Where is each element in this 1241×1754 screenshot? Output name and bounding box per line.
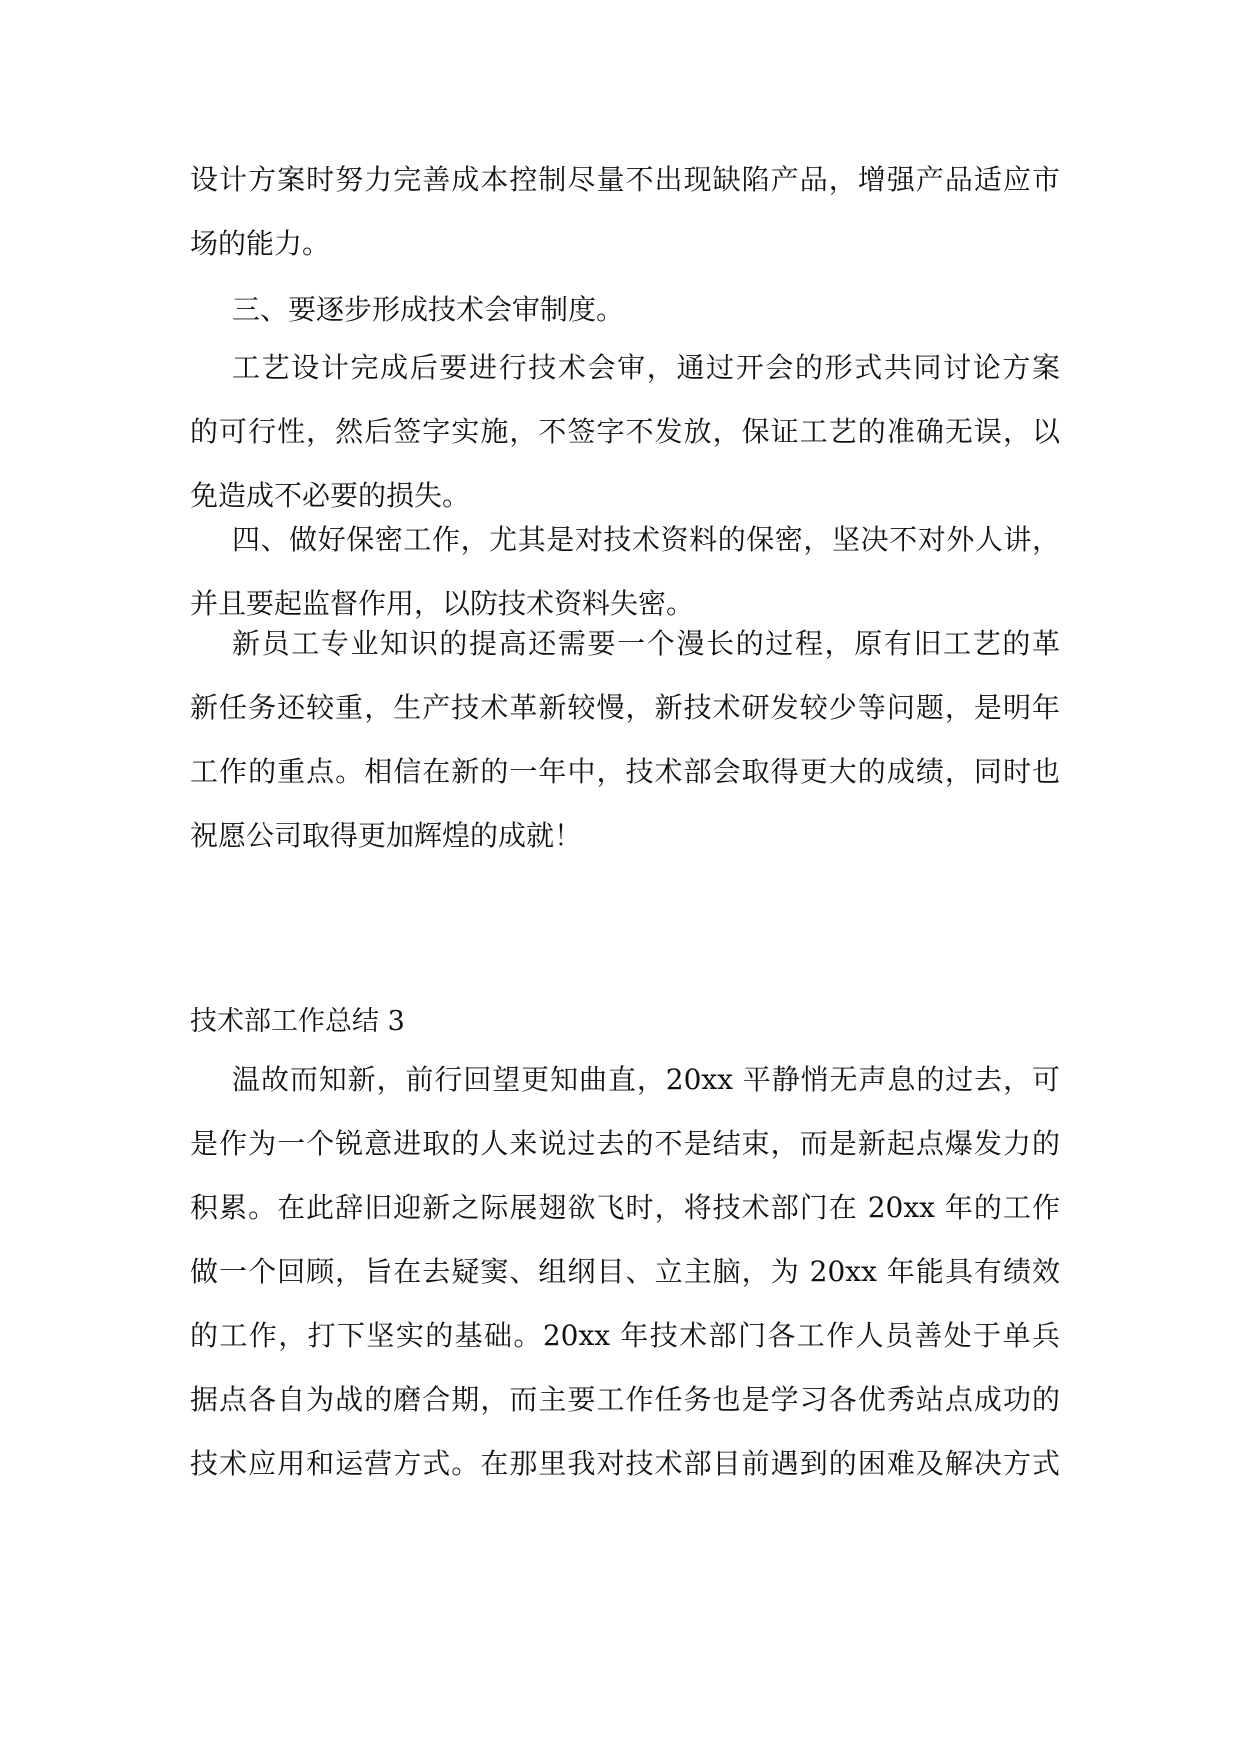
text-line: 并且要起监督作用，以防技术资料失密。 <box>190 587 695 620</box>
text-line: 三、要逐步形成技术会审制度。 <box>232 293 625 326</box>
text-line: 做一个回顾，旨在去疑窦、组纲目、立主脑，为 20xx 年能具有绩效 <box>190 1255 1060 1288</box>
text-line: 据点各自为战的磨合期，而主要工作任务也是学习各优秀站点成功的 <box>190 1383 1060 1416</box>
section-heading: 技术部工作总结 3 <box>190 1006 405 1037</box>
text-line: 的可行性，然后签字实施，不签字不发放，保证工艺的准确无误，以 <box>190 415 1060 448</box>
text-line: 免造成不必要的损失。 <box>190 479 471 512</box>
text-line: 四、做好保密工作，尤其是对技术资料的保密，坚决不对外人讲， <box>232 523 1060 556</box>
paragraph-review-system-heading <box>190 278 1060 342</box>
text-line: 温故而知新，前行回望更知曲直，20xx 平静悄无声息的过去，可 <box>232 1063 1060 1096</box>
paragraph-annual-review <box>190 1048 1060 1496</box>
text-line: 积累。在此辞旧迎新之际展翅欲飞时，将技术部门在 20xx 年的工作 <box>190 1191 1060 1224</box>
text-line: 场的能力。 <box>190 227 331 260</box>
text-line: 新员工专业知识的提高还需要一个漫长的过程，原有旧工艺的革 <box>232 627 1060 660</box>
paragraph-outlook <box>190 612 1060 868</box>
text-line: 祝愿公司取得更加辉煌的成就！ <box>190 819 583 852</box>
paragraph-technical-review <box>190 336 1060 528</box>
text-line: 工作的重点。相信在新的一年中，技术部会取得更大的成绩，同时也 <box>190 755 1060 788</box>
text-line: 是作为一个锐意进取的人来说过去的不是结束，而是新起点爆发力的 <box>190 1127 1060 1160</box>
text-line: 技术应用和运营方式。在那里我对技术部目前遇到的困难及解决方式 <box>190 1447 1060 1480</box>
text-line: 工艺设计完成后要进行技术会审，通过开会的形式共同讨论方案 <box>232 351 1060 384</box>
text-line: 的工作，打下坚实的基础。20xx 年技术部门各工作人员善处于单兵 <box>190 1319 1060 1352</box>
text-line: 设计方案时努力完善成本控制尽量不出现缺陷产品，增强产品适应市 <box>190 163 1060 196</box>
paragraph-cost-control <box>190 148 1060 276</box>
text-line: 新任务还较重，生产技术革新较慢，新技术研发较少等问题，是明年 <box>190 691 1060 724</box>
